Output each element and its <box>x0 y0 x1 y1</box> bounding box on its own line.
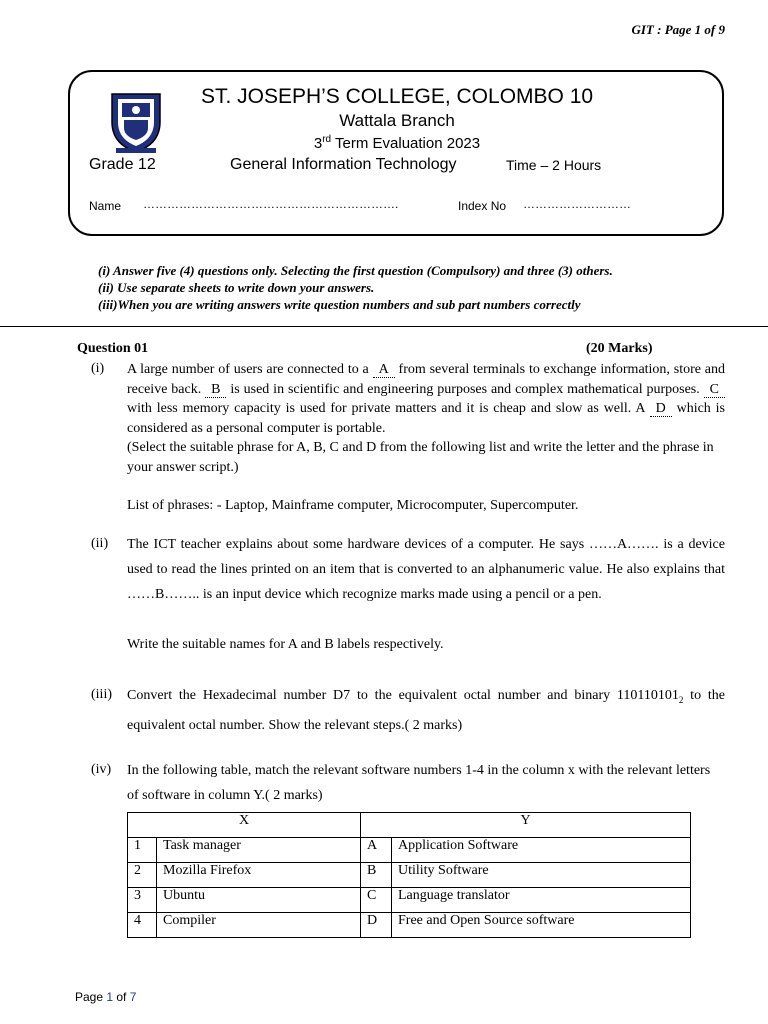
part-ii-number: (ii) <box>91 536 109 551</box>
column-y-header: Y <box>361 813 691 838</box>
name-field: ………………………………………………………. <box>143 197 399 211</box>
term-title <box>0 134 768 152</box>
footer-page-word: Page <box>75 990 107 1004</box>
page-reference: GIT : Page 1 of 9 <box>631 22 725 37</box>
part-i-s1b: from several terminals to exchange information, store and receive back. <box>127 362 725 397</box>
binary-base-subscript: 2 <box>678 694 684 705</box>
software-x: Task manager <box>157 838 361 863</box>
part-i-text <box>127 360 725 438</box>
software-x: Mozilla Firefox <box>157 863 361 888</box>
footer-of: of <box>113 990 130 1004</box>
page-footer <box>75 990 136 1004</box>
software-x: Ubuntu <box>157 888 361 913</box>
part-ii-text: The ICT teacher explains about some hardware devices of a computer. He says ……A……. is a device used to read the lines printed on an item that is converted to an alphanumeric value. He also explains that ……B…….. is an input device which recognize marks made using a pencil or a pen. <box>127 537 725 602</box>
part-iii-number: (iii) <box>91 687 112 702</box>
term-ordinal: rd <box>322 134 332 145</box>
branch-name: Wattala Branch <box>339 111 455 130</box>
instruction-1: (i) Answer five (4) questions only. Selecting the first question (Compulsory) and three (3) others. <box>98 263 613 278</box>
table-row <box>128 863 691 888</box>
footer-total-pages: 7 <box>129 990 137 1004</box>
subject-title: General Information Technology <box>230 156 457 173</box>
row-number: 1 <box>128 838 157 863</box>
row-letter: A <box>361 838 392 863</box>
table-row <box>128 838 691 863</box>
blank-b: B <box>205 382 226 398</box>
question-marks: (20 Marks) <box>586 341 653 356</box>
row-letter: C <box>361 888 392 913</box>
table-header-row <box>128 813 691 838</box>
grade-label: Grade 12 <box>89 156 156 173</box>
name-label: Name <box>89 199 122 213</box>
table-row <box>128 888 691 913</box>
software-y: Free and Open Source software <box>392 913 691 938</box>
part-i-list: List of phrases: - Laptop, Mainframe computer, Microcomputer, Supercomputer. <box>127 498 579 513</box>
divider-line <box>0 326 768 327</box>
row-number: 2 <box>128 863 157 888</box>
part-i-s2: is used in scientific and engineering purposes and complex mathematical purposes. <box>226 381 704 397</box>
instruction-2: (ii) Use separate sheets to write down your answers. <box>98 280 375 295</box>
index-label: Index No <box>458 199 507 213</box>
part-ii-write: Write the suitable names for A and B labels respectively. <box>127 637 444 652</box>
row-number: 3 <box>128 888 157 913</box>
row-letter: D <box>361 913 392 938</box>
software-y: Application Software <box>392 838 691 863</box>
part-iii-text-b: to the equivalent octal number. Show the relevant steps.( 2 marks) <box>127 688 725 733</box>
footer-page-number: 1 <box>106 990 114 1004</box>
blank-d: D <box>650 401 672 417</box>
table-row <box>128 913 691 938</box>
row-letter: B <box>361 863 392 888</box>
software-y: Language translator <box>392 888 691 913</box>
column-x-header: X <box>128 813 361 838</box>
blank-a: A <box>373 362 395 378</box>
software-y: Utility Software <box>392 863 691 888</box>
part-i-s1a: A large number of users are connected to a <box>127 362 373 377</box>
time-label: Time – 2 Hours <box>506 157 602 173</box>
row-number: 4 <box>128 913 157 938</box>
part-iii-text <box>127 683 725 738</box>
school-name: ST. JOSEPH’S COLLEGE, COLOMBO 10 <box>200 85 594 108</box>
term-rest: Term Evaluation 2023 <box>331 135 481 152</box>
question-title: Question 01 <box>77 341 149 356</box>
part-iv-text: In the following table, match the relevant software numbers 1-4 in the column x with the relevant letters of software in column Y.( 2 marks) <box>127 763 711 803</box>
match-table <box>127 812 691 938</box>
part-i-s4: which is considered as a personal computer is portable. <box>127 401 725 436</box>
term-number: 3 <box>313 135 323 152</box>
instruction-3: (iii)When you are writing answers write question numbers and sub part numbers correctly <box>98 297 581 312</box>
part-i-select: (Select the suitable phrase for A, B, C and D from the following list and write the letter and the phrase in your answer script.) <box>127 440 714 475</box>
part-i-s3: with less memory capacity is used for private matters and it is cheap and slow as well. A <box>127 401 650 416</box>
index-field: ……………………… <box>523 197 631 211</box>
blank-c: C <box>704 382 725 398</box>
part-i-number: (i) <box>91 361 105 376</box>
part-iii-text-a: Convert the Hexadecimal number D7 to the equivalent octal number and binary 110110101 <box>127 688 679 703</box>
part-iv-number: (iv) <box>91 762 112 777</box>
software-x: Compiler <box>157 913 361 938</box>
